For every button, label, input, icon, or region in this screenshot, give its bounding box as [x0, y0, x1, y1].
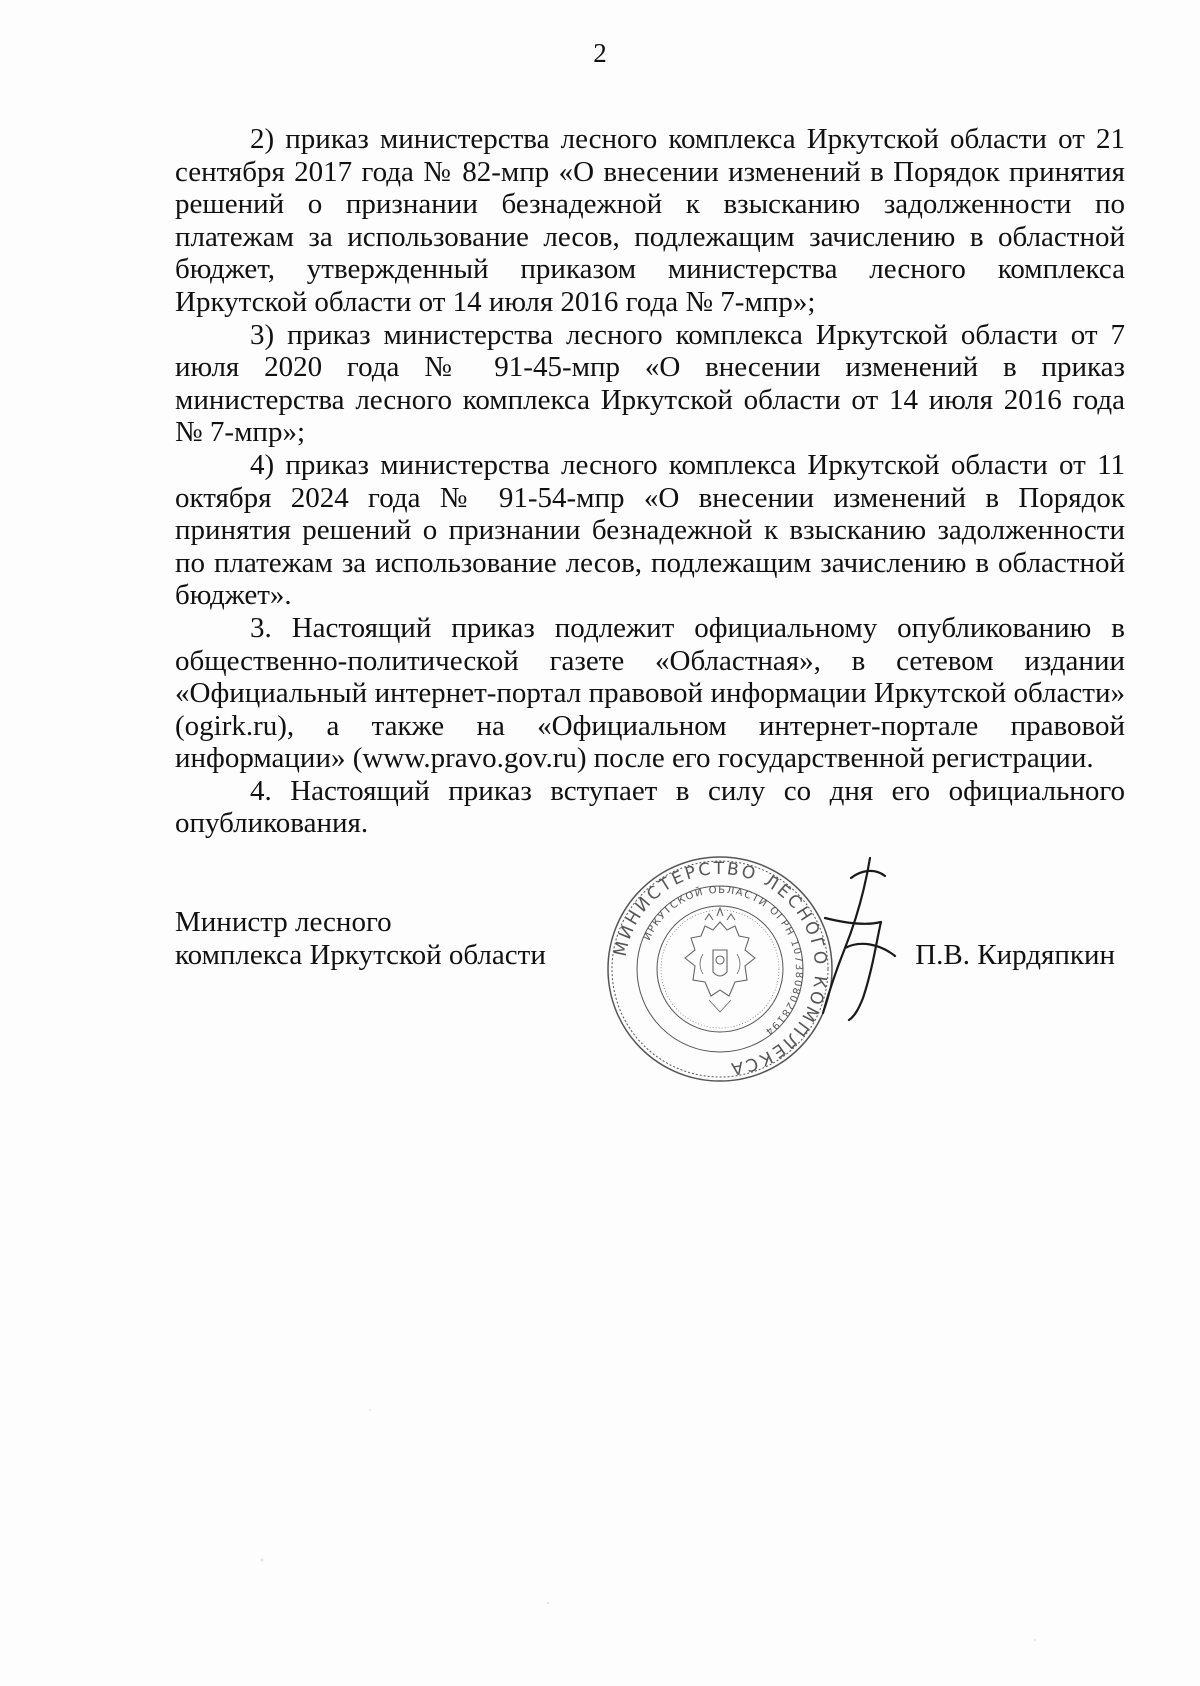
- paragraph-item-2: 2) приказ министерства лесного комплекса Иркутской области от 21 сентября 2017 года № 82-мпр «О внесении изменений в Порядок принятия решений о признании безнадежной к взысканию задолженности по платежам за использование лесов, подлежащим зачислению в областной бюджет, утвержденный приказом министерства лесного комплекса Иркутской области от 14 июля 2016 года № 7-мпр»;: [175, 123, 1125, 318]
- paragraph-publication: 3. Настоящий приказ подлежит официальному опубликованию в общественно-политической газете «Областная», в сетевом издании «Официальный интернет-портал правовой информации Иркутской области» (ogirk.ru), а также на «Официальном интернет-портале правовой информации» (www.pravo.gov.ru) после его государственной регистрации.: [175, 611, 1125, 775]
- signatory-title-line-1: Министр лесного: [175, 906, 392, 938]
- page-number: 2: [593, 38, 607, 68]
- seal-outer-text: МИНИСТЕРСТВО ЛЕСНОГО КОМПЛЕКСА: [610, 858, 831, 1079]
- document-body: [175, 123, 1125, 840]
- handwritten-signature: [785, 848, 915, 1028]
- coat-of-arms-icon: [685, 908, 755, 1012]
- signatory-title-line-2: комплекса Иркутской области: [175, 939, 546, 971]
- signature-block: [175, 858, 1125, 1130]
- paragraph-item-4: 4) приказ министерства лесного комплекса Иркутской области от 11 октября 2024 года № 91-54-мпр «О внесении изменений в Порядок принятия решений о признании безнадежной к взысканию задолженности по платежам за использование лесов, подлежащим зачислению в областной бюджет».: [175, 448, 1125, 612]
- paragraph-effective-date: 4. Настоящий приказ вступает в силу со дня его официального опубликования.: [175, 774, 1125, 840]
- signatory-title: [175, 906, 546, 972]
- signatory-name: П.В. Кирдяпкин: [915, 939, 1115, 971]
- seal-inner-text: ИРКУТСКОЙ ОБЛАСТИ ОГРН 1073808028194: [641, 884, 805, 1038]
- svg-text:ИРКУТСКОЙ ОБЛАСТИ ОГРН 1073808: [642, 885, 804, 1038]
- paragraph-item-3: 3) приказ министерства лесного комплекса Иркутской области от 7 июля 2020 года № 91-45-мпр «О внесении изменений в приказ министерства лесного комплекса Иркутской области от 14 июля 2016 года № 7-мпр»;: [175, 318, 1125, 449]
